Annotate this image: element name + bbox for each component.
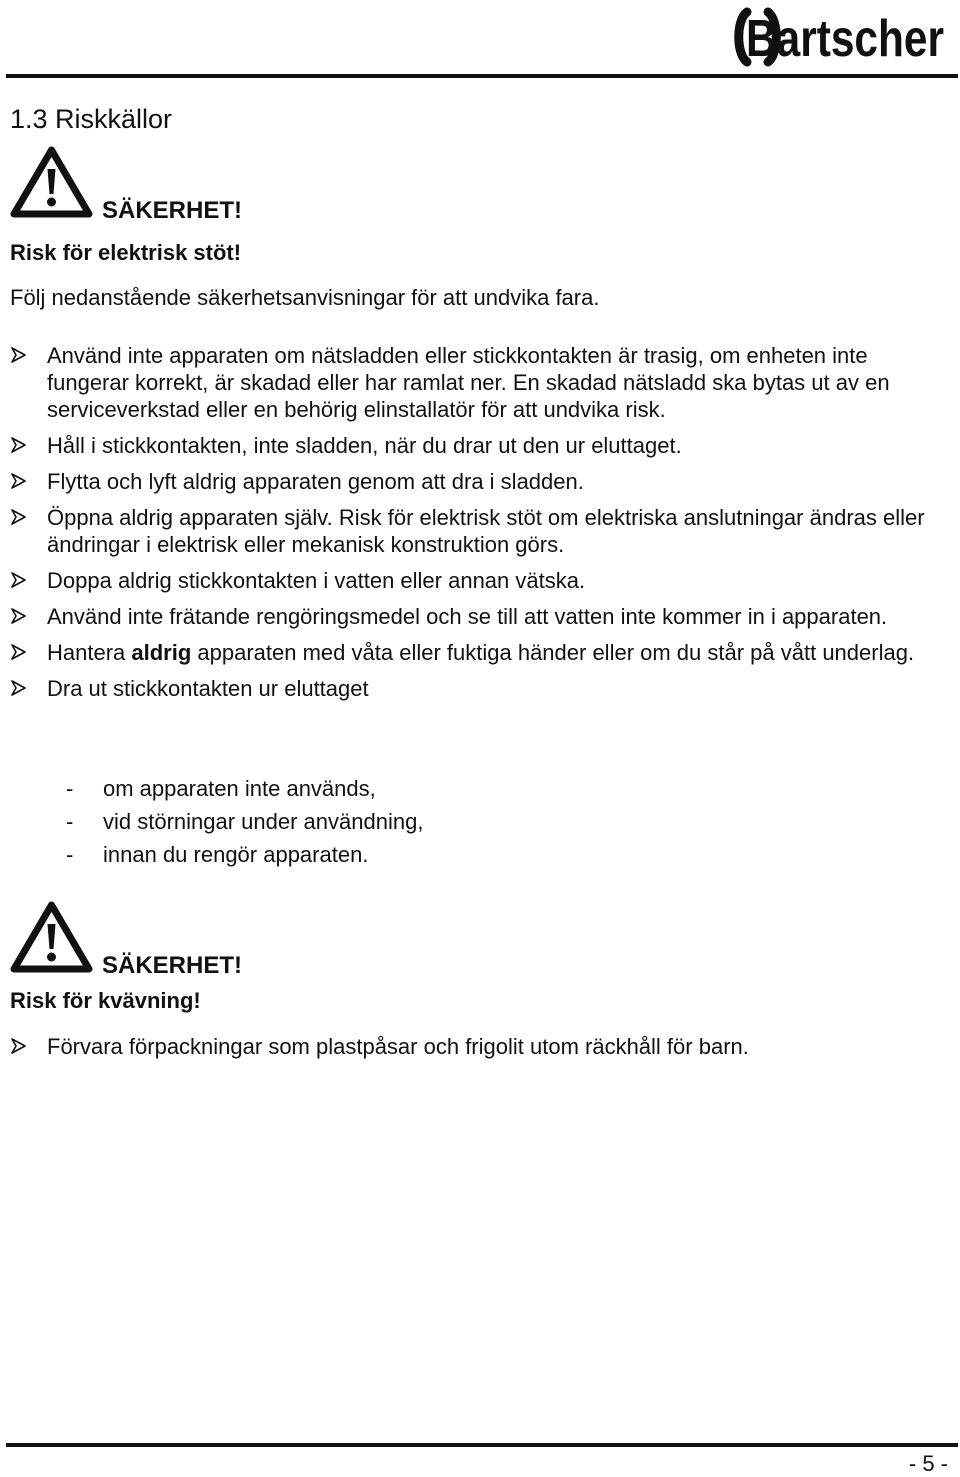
warning-label: SÄKERHET! [102,952,243,979]
suffocation-instructions-list [10,1033,950,1060]
list-item: Öppna aldrig apparaten själv. Risk för elektrisk stöt om elektriska anslutningar ändras eller ändringar i elektrisk eller mekanisk konstruktion görs. [10,504,950,558]
list-item: Förvara förpackningar som plastpåsar och frigolit utom räckhåll för barn. [10,1033,950,1060]
warning-risk-title: Risk för elektrisk stöt! [10,240,242,265]
arrow-bullet-icon [10,509,26,525]
unplug-conditions-list [66,775,423,874]
arrow-bullet-icon [10,644,26,660]
list-item: Håll i stickkontakten, inte sladden, när du drar ut den ur eluttaget. [10,432,950,459]
arrow-bullet-icon [10,680,26,696]
list-item: Använd inte frätande rengöringsmedel och se till att vatten inte kommer in i apparaten. [10,603,950,630]
warning-triangle-icon [10,145,93,219]
warning-triangle-icon [10,900,93,974]
list-item: Hantera aldrig apparaten med våta eller fuktiga händer eller om du står på vått underlag. [10,639,950,666]
page-number: - 5 - [908,1451,948,1476]
sub-list-item: - om apparaten inte används, [66,776,376,801]
arrow-bullet-icon [10,437,26,453]
arrow-bullet-icon [10,608,26,624]
warning-label: SÄKERHET! [102,197,243,224]
footer-rule [6,1443,958,1447]
svg-text:Bartscher: Bartscher [746,10,944,68]
sub-list-item: - innan du rengör apparaten. [66,842,369,867]
header-rule [6,74,958,78]
section-title: 1.3 Riskkällor [10,104,173,134]
warning-risk-title: Risk för kvävning! [10,988,201,1013]
list-item: Flytta och lyft aldrig apparaten genom att dra i sladden. [10,468,950,495]
arrow-bullet-icon [10,1038,26,1054]
arrow-bullet-icon [10,572,26,588]
sub-list-item: - vid störningar under användning, [66,809,424,834]
arrow-bullet-icon [10,473,26,489]
safety-instructions-list [10,342,950,702]
intro-text: Följ nedanstående säkerhetsanvisningar för att undvika fara. [10,285,600,310]
list-item: Använd inte apparaten om nätsladden eller stickkontakten är trasig, om enheten inte fungerar korrekt, är skadad eller har ramlat ner. En skadad nätsladd ska bytas ut av en serviceverkstad eller en behörig elinstallatör för att undvika risk. [10,342,950,423]
arrow-bullet-icon [10,347,26,363]
bartscher-logo [733,4,948,70]
list-item: Dra ut stickkontakten ur eluttaget [10,675,950,702]
list-item: Doppa aldrig stickkontakten i vatten eller annan vätska. [10,567,950,594]
